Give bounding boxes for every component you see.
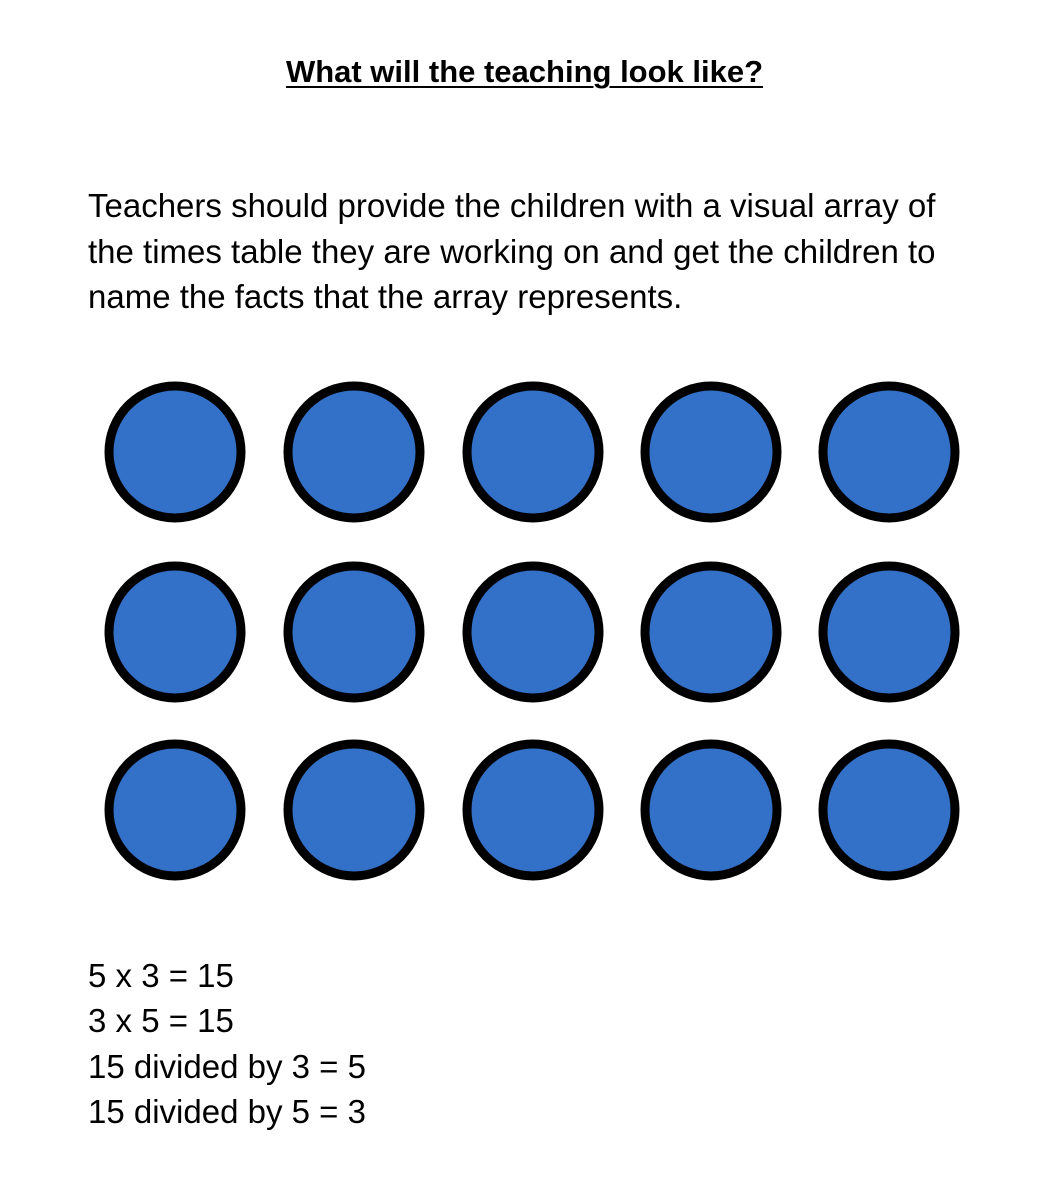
fact-item: 3 x 5 = 15 xyxy=(88,1002,234,1040)
array-counter xyxy=(109,566,241,698)
intro-line: Teachers should provide the children with a visual array of xyxy=(88,187,936,224)
intro-line: name the facts that the array represents. xyxy=(88,278,683,315)
array-counter xyxy=(645,566,777,698)
array-counter xyxy=(467,566,599,698)
array-counter xyxy=(467,386,599,518)
array-counter xyxy=(645,744,777,876)
array-counter xyxy=(467,744,599,876)
array-counter xyxy=(288,744,420,876)
array-counter xyxy=(823,566,955,698)
intro-paragraph xyxy=(88,183,988,320)
array-counter xyxy=(109,744,241,876)
fact-item: 15 divided by 3 = 5 xyxy=(88,1047,366,1085)
array-counter xyxy=(288,566,420,698)
array-counter xyxy=(288,386,420,518)
array-counter xyxy=(645,386,777,518)
intro-line: the times table they are working on and get the children to xyxy=(88,232,936,270)
facts-list xyxy=(88,953,366,1134)
fact-item: 15 divided by 5 = 3 xyxy=(88,1092,366,1130)
array-counter xyxy=(823,386,955,518)
page-title: What will the teaching look like? xyxy=(285,54,764,89)
fact-item: 5 x 3 = 15 xyxy=(88,957,234,994)
array-counter xyxy=(109,386,241,518)
array-counter xyxy=(823,744,955,876)
